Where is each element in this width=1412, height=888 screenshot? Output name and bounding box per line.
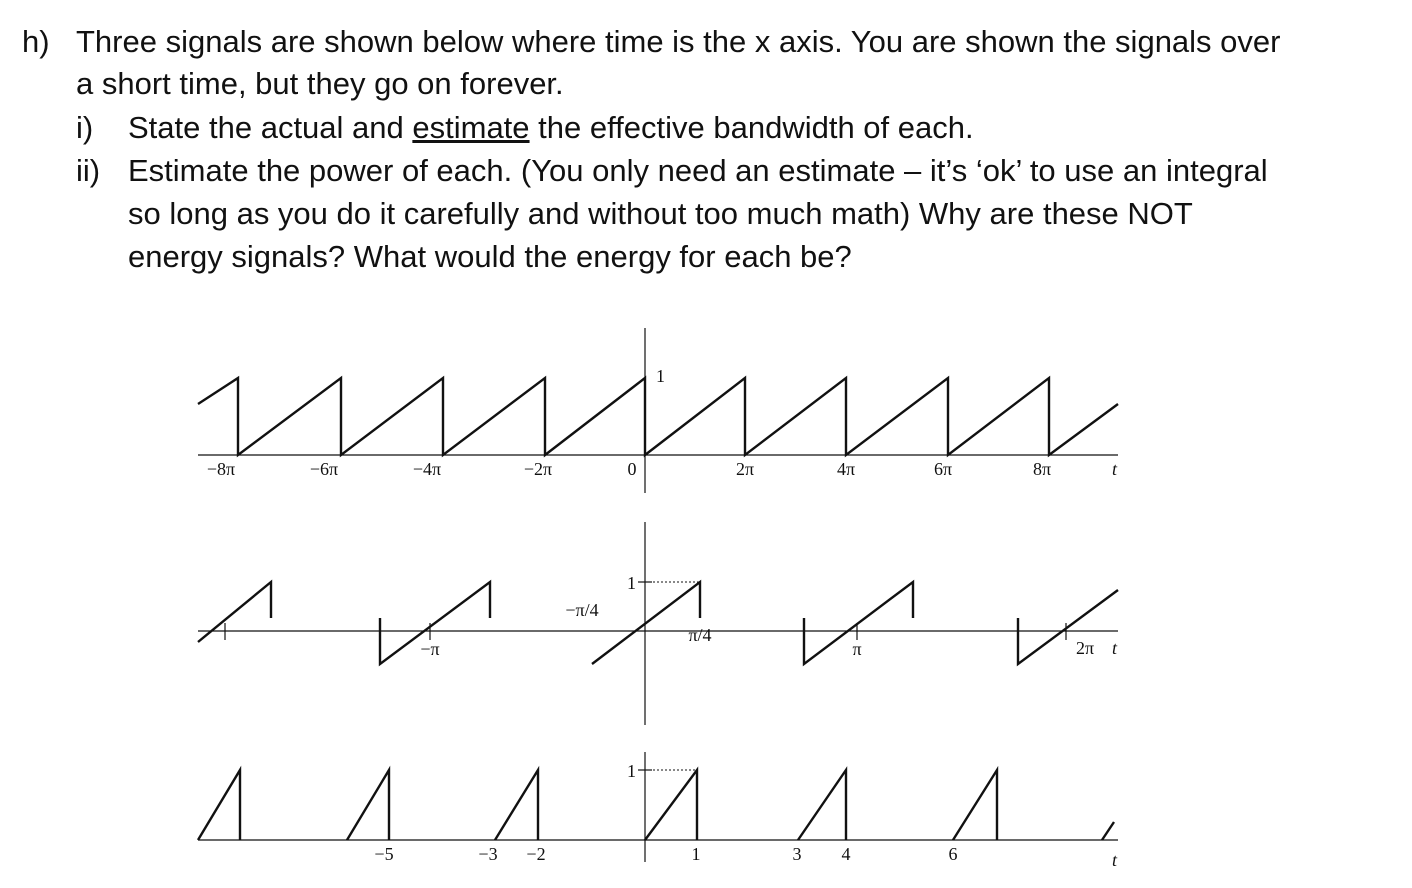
pulse-tick-3: 3 [792,844,802,864]
pulse-signal-6 [953,770,997,840]
pulse-signal-5 [798,770,846,840]
pulse-signal-4 [645,770,697,840]
ramp-label-pi-4: π/4 [688,625,712,645]
ramp-label-2pi: 2π [1075,638,1095,658]
sawtooth-tick-6pi: 6π [933,459,953,479]
ramp-plot [198,522,1118,725]
ramp-signal-seg-1 [198,582,271,642]
question-line-2: a short time, but they go on forever. [76,66,564,101]
sawtooth-tick-zero: 0 [627,459,637,479]
item-ii-line-2: so long as you do it carefully and without too much math) Why are these NOT [128,196,1193,231]
pulse-plot [198,752,1118,870]
item-ii-line-3: energy signals? What would the energy for each be? [128,239,852,274]
pulse-tick-neg2: −2 [526,844,546,864]
item-ii-line-1: Estimate the power of each. (You only need an estimate – it’s ‘ok’ to use an integral [128,153,1268,188]
item-ii-marker: ii) [76,153,101,188]
sawtooth-plot [198,328,1118,493]
sawtooth-signal [198,378,1118,455]
sawtooth-tick-neg6pi: −6π [309,459,339,479]
ramp-label-pi: π [852,639,862,659]
ramp-level-label: 1 [627,573,636,593]
ramp-label-neg-pi: −π [420,639,440,659]
pulse-signal-2 [347,770,389,840]
sawtooth-t-label: t [1112,459,1118,479]
ramp-t-label: t [1112,638,1118,658]
sawtooth-tick-2pi: 2π [735,459,755,479]
sawtooth-tick-8pi: 8π [1032,459,1052,479]
pulse-tick-6: 6 [948,844,958,864]
pulse-signal-1 [198,770,240,840]
sawtooth-tick-neg2pi: −2π [523,459,553,479]
ramp-label-neg-pi-4: −π/4 [565,600,599,620]
pulse-t-label: t [1112,850,1118,870]
pulse-level-label: 1 [627,761,636,781]
question-marker: h) [22,24,50,59]
sawtooth-tick-4pi: 4π [836,459,856,479]
sawtooth-tick-neg4pi: −4π [412,459,442,479]
item-i-pre: State the actual and [128,110,413,145]
item-i-marker: i) [76,110,94,145]
question-line-1: Three signals are shown below where time is the x axis. You are shown the signals over [76,24,1281,59]
pulse-tick-4: 4 [841,844,851,864]
pulse-signal-7 [1102,822,1114,840]
item-i-post: the effective bandwidth of each. [529,110,974,145]
pulse-tick-neg3: −3 [478,844,498,864]
sawtooth-amplitude-label: 1 [656,366,665,386]
sawtooth-tick-neg8pi: −8π [206,459,236,479]
item-i-underlined: estimate [412,110,530,145]
pulse-tick-1: 1 [691,844,701,864]
ramp-signal-seg-3 [592,582,700,664]
pulse-signal-3 [495,770,538,840]
pulse-tick-neg5: −5 [374,844,394,864]
ramp-signal-seg-5 [1018,590,1118,664]
